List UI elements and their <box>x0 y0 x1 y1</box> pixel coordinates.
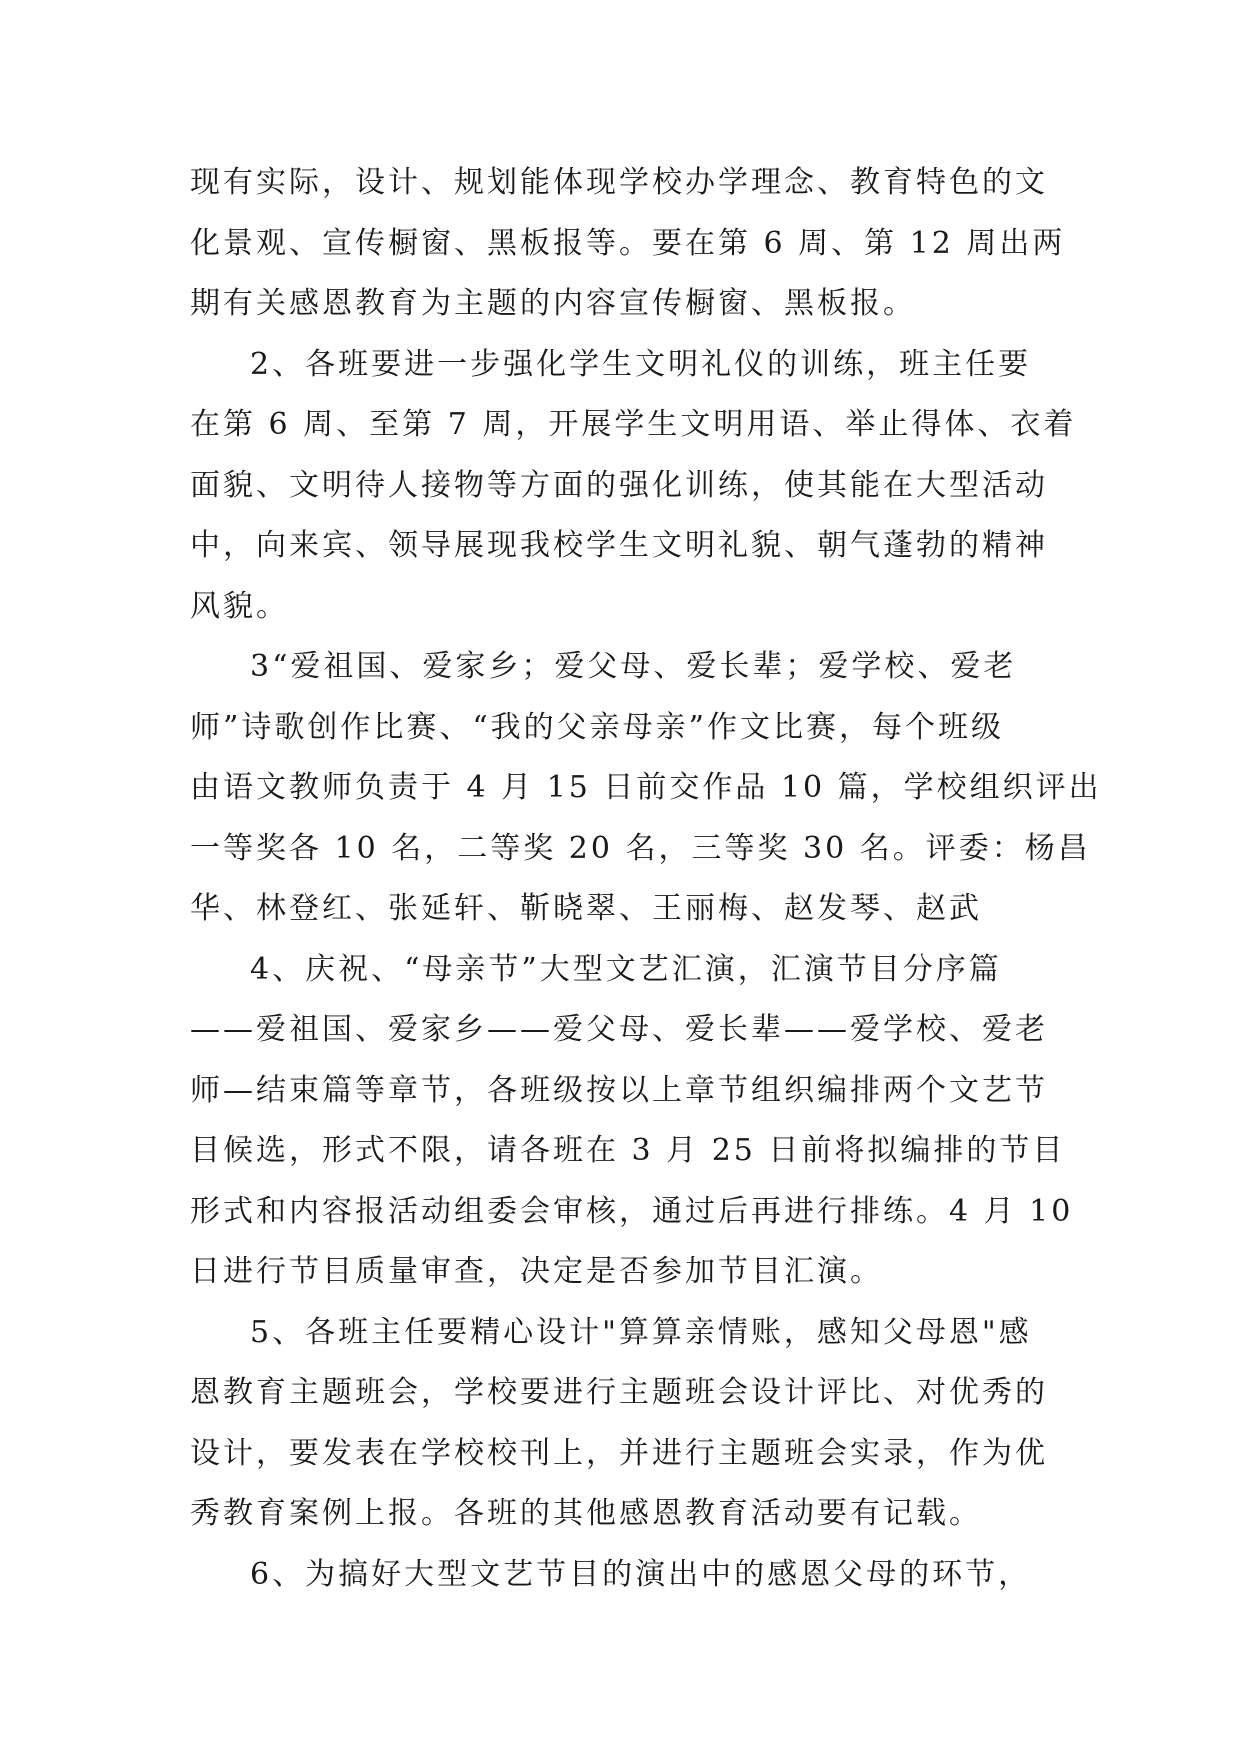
text-line: 现有实际，设计、规划能体现学校办学理念、教育特色的文 <box>190 165 1048 200</box>
text-line: 4、庆祝、“母亲节”大型文艺汇演，汇演节目分序篇 <box>250 951 1002 987</box>
text-line: 师—结束篇等章节，各班级按以上章节组织编排两个文艺节 <box>190 1072 1048 1108</box>
paragraph <box>190 1313 1060 1555</box>
text-line: 恩教育主题班会，学校要进行主题班会设计评比、对优秀的 <box>190 1375 1048 1410</box>
text-line: 2、各班要进一步强化学生文明礼仪的训练，班主任要 <box>250 346 1032 382</box>
text-line: 期有关感恩教育为主题的内容宣传橱窗、黑板报。 <box>190 286 916 321</box>
text-line: 目候选，形式不限，请各班在 3 月 25 日前将拟编排的节目 <box>190 1133 1066 1168</box>
text-line: 风貌。 <box>190 588 289 624</box>
text-line: 华、林登红、张延轩、靳晓翠、王丽梅、赵发琴、赵武 <box>190 891 982 926</box>
paragraph <box>190 345 1077 648</box>
paragraph <box>190 163 1066 345</box>
text-line: 中，向来宾、领导展现我校学生文明礼貌、朝气蓬勃的精神 <box>190 528 1048 563</box>
text-line: 面貌、文明待人接物等方面的强化训练，使其能在大型活动 <box>190 467 1048 503</box>
text-line: 6、为搞好大型文艺节目的演出中的感恩父母的环节， <box>250 1556 1032 1592</box>
text-line: 一等奖各 10 名，二等奖 20 名，三等奖 30 名。评委：杨昌 <box>190 830 1091 866</box>
text-line: 形式和内容报活动组委会审核，通过后再进行排练。4 月 10 <box>190 1193 1074 1229</box>
text-line: 设计，要发表在学校校刊上，并进行主题班会实录，作为优 <box>190 1435 1048 1471</box>
paragraph <box>190 1555 1060 1616</box>
text-line: 3“爱祖国、爱家乡；爱父母、爱长辈；爱学校、爱老 <box>250 649 1017 684</box>
paragraph <box>190 647 1102 950</box>
text-line: 在第 6 周、至第 7 周，开展学生文明用语、举止得体、衣着 <box>190 407 1077 442</box>
text-line: 日进行节目质量审查，决定是否参加节目汇演。 <box>190 1254 883 1289</box>
text-line: 化景观、宣传橱窗、黑板报等。要在第 6 周、第 12 周出两 <box>190 225 1066 261</box>
text-line: 秀教育案例上报。各班的其他感恩教育活动要有记载。 <box>190 1496 982 1531</box>
text-line: 5、各班主任要精心设计"算算亲情账，感知父母恩"感 <box>250 1314 1032 1350</box>
text-line: 由语文教师负责于 4 月 15 日前交作品 10 篇，学校组织评出 <box>190 770 1102 805</box>
text-line: 师”诗歌创作比赛、“我的父亲母亲”作文比赛，每个班级 <box>190 709 1005 745</box>
text-line: ——爱祖国、爱家乡——爱父母、爱长辈——爱学校、爱老 <box>190 1012 1048 1047</box>
document-body <box>190 163 1102 1615</box>
paragraph <box>190 950 1074 1313</box>
